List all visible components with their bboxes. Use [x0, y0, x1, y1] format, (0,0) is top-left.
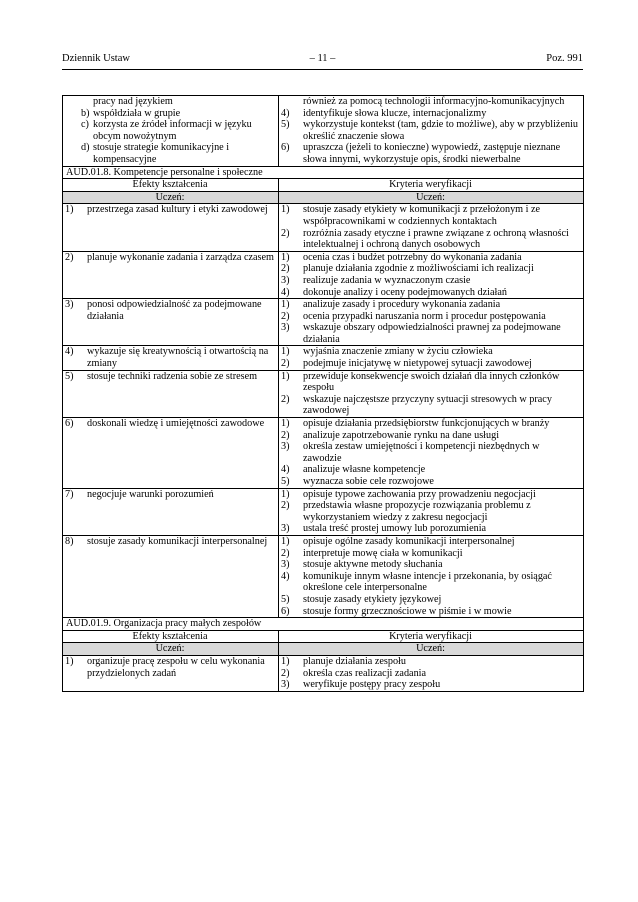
- item-number: 1): [281, 488, 290, 500]
- criteria-item: [281, 299, 580, 311]
- item-text: ocenia czas i budżet potrzebny do wykonania zadania: [303, 251, 522, 263]
- criteria-item: [281, 252, 580, 264]
- item-number: 8): [65, 535, 74, 547]
- student-header-row: [63, 643, 584, 656]
- item-text: negocjuje warunki porozumień: [87, 488, 214, 500]
- criteria-cell: [279, 299, 584, 346]
- sub-item: [65, 142, 275, 165]
- item-text: ocenia przypadki naruszania norm i procedur postępowania: [303, 310, 546, 322]
- curriculum-table: [62, 95, 584, 692]
- effect-cell: [63, 251, 279, 298]
- item-text: rozróżnia zasady etyczne i prawne związane z ochroną własności intelektualnej i ochroną danych osobowych: [303, 227, 569, 251]
- journal-name: Dziennik Ustaw: [62, 53, 130, 64]
- page-number: – 11 –: [309, 53, 336, 64]
- criteria-item: [281, 500, 580, 523]
- item-text: opisuje działania przedsiębiorstw funkcjonujących w branży: [303, 418, 550, 430]
- item-number: 3): [281, 679, 290, 691]
- effect-cell: [63, 655, 279, 691]
- effect-item: [65, 204, 275, 216]
- student-label: Uczeń:: [279, 643, 584, 656]
- criteria-item: [281, 322, 580, 345]
- item-number: 5): [281, 593, 290, 605]
- item-number: 4): [281, 107, 290, 119]
- column-header-row: [63, 630, 584, 643]
- item-number: 5): [281, 476, 290, 487]
- item-number: 1): [281, 370, 290, 382]
- item-text: realizuje zadania w wyznaczonym czasie: [303, 274, 471, 286]
- table-row: [63, 251, 584, 298]
- criteria-item: [281, 668, 580, 680]
- criteria-item: [281, 204, 580, 227]
- item-text: stosuje strategie komunikacyjne i kompensacyjne: [93, 142, 230, 165]
- item-number: 3): [65, 299, 74, 311]
- item-text: wyjaśnia znaczenie zmiany w życiu człowieka: [303, 346, 493, 358]
- section-title: AUD.01.8. Kompetencje personalne i społeczne: [63, 166, 584, 179]
- column-header-row: [63, 179, 584, 192]
- criteria-cell: [279, 370, 584, 417]
- criteria-item: [281, 263, 580, 275]
- item-text: opisuje ogólne zasady komunikacji interpersonalnej: [303, 535, 515, 547]
- criteria-item: [281, 548, 580, 560]
- item-number: 1): [281, 299, 290, 311]
- student-label: Uczeń:: [63, 191, 279, 204]
- item-number: 4): [281, 570, 290, 582]
- section-title-row: [63, 618, 584, 631]
- header-rule: [62, 69, 583, 70]
- criteria-cell: [279, 418, 584, 489]
- table-row: [63, 204, 584, 251]
- criteria-cell: [279, 346, 584, 370]
- criteria-item: [281, 441, 580, 464]
- item-number: 6): [281, 142, 290, 154]
- criteria-item: [281, 346, 580, 358]
- item-text: planuje działania zespołu: [303, 655, 406, 667]
- column-header-criteria: Kryteria weryfikacji: [279, 179, 584, 192]
- item-text: analizuje własne kompetencje: [303, 464, 426, 476]
- item-number: 3): [281, 441, 290, 453]
- item-text: dokonuje analizy i oceny podejmowanych działań: [303, 286, 507, 298]
- effect-cell: [63, 370, 279, 417]
- item-text: ponosi odpowiedzialność za podejmowane działania: [87, 299, 262, 322]
- item-text: stosuje zasady etykiety w komunikacji z przełożonym i ze współpracownikami w codziennych kontaktach: [303, 204, 541, 227]
- criteria-cell: [279, 535, 584, 617]
- continued-effects-cell: [63, 96, 279, 167]
- criteria-item: [281, 311, 580, 323]
- criteria-item: [281, 656, 580, 668]
- criteria-item: [281, 358, 580, 370]
- criteria-item: [281, 559, 580, 571]
- sub-item: [65, 119, 275, 142]
- criteria-cell: [279, 655, 584, 691]
- table-row: [63, 346, 584, 370]
- item-number: 2): [281, 547, 290, 559]
- item-text: wskazuje obszary odpowiedzialności prawnej za podejmowane działania: [303, 322, 561, 345]
- item-number: 3): [281, 322, 290, 334]
- continued-row: [63, 96, 584, 167]
- item-number: 3): [281, 523, 290, 535]
- item-number: 4): [281, 286, 290, 298]
- criteria-item: [281, 464, 580, 476]
- item-number: d): [81, 142, 90, 154]
- table-row: [63, 535, 584, 617]
- item-number: 1): [281, 204, 290, 216]
- item-text: stosuje aktywne metody słuchania: [303, 559, 443, 571]
- item-text: wyznacza sobie cele rozwojowe: [303, 476, 434, 487]
- criteria-item: [281, 523, 580, 535]
- item-number: 1): [281, 251, 290, 263]
- continued-text: pracy nad językiem: [93, 96, 173, 107]
- item-text: stosuje formy grzecznościowe w piśmie i w mowie: [303, 605, 512, 617]
- effect-cell: [63, 299, 279, 346]
- item-text: doskonali wiedzę i umiejętności zawodowe: [87, 418, 265, 430]
- item-text: interpretuje mowę ciała w komunikacji: [303, 547, 463, 559]
- item-text: opisuje typowe zachowania przy prowadzeniu negocjacji: [303, 488, 536, 500]
- criteria-item: [281, 394, 580, 417]
- criteria-item: [281, 606, 580, 618]
- criteria-item: [281, 489, 580, 501]
- effect-cell: [63, 204, 279, 251]
- item-text: ustala treść prostej umowy lub porozumienia: [303, 523, 487, 535]
- criteria-item: [281, 571, 580, 594]
- criteria-item: [281, 108, 580, 120]
- item-text: upraszcza (jeżeli to konieczne) wypowiedź, zastępuje nieznane słowa innymi, wykorzystuje opis, środki niewerbalne: [303, 142, 561, 165]
- item-number: 5): [281, 119, 290, 131]
- effect-item: [65, 418, 275, 430]
- item-number: 1): [65, 655, 74, 667]
- item-number: 2): [281, 310, 290, 322]
- criteria-item: [281, 287, 580, 299]
- item-text: planuje działania zgodnie z możliwościami ich realizacji: [303, 263, 534, 275]
- table-row: [63, 299, 584, 346]
- student-header-row: [63, 191, 584, 204]
- criteria-item: [281, 594, 580, 606]
- table-row: [63, 655, 584, 691]
- item-number: 6): [65, 418, 74, 430]
- item-text: określa czas realizacji zadania: [303, 667, 427, 679]
- effect-item: [65, 371, 275, 383]
- item-number: 1): [281, 655, 290, 667]
- item-text: przewiduje konsekwencje swoich działań dla innych członków zespołu: [303, 370, 560, 394]
- item-text: stosuje zasady komunikacji interpersonalnej: [87, 535, 268, 547]
- item-text: przestrzega zasad kultury i etyki zawodowej: [87, 204, 268, 216]
- criteria-item: [281, 275, 580, 287]
- item-number: 2): [281, 227, 290, 239]
- criteria-item: [281, 679, 580, 691]
- item-text: organizuje pracę zespołu w celu wykonania przydzielonych zadań: [87, 655, 265, 679]
- item-text: podejmuje inicjatywę w nietypowej sytuacji zawodowej: [303, 358, 532, 370]
- sub-item: [65, 108, 275, 120]
- effect-item: [65, 656, 275, 679]
- item-text: analizuje zapotrzebowanie rynku na dane usługi: [303, 429, 500, 441]
- position-number: Poz. 991: [546, 53, 583, 64]
- column-header-effects: Efekty kształcenia: [63, 179, 279, 192]
- item-text: określa zestaw umiejętności i kompetencji niezbędnych w zawodzie: [303, 441, 540, 464]
- effect-cell: [63, 535, 279, 617]
- student-label: Uczeń:: [279, 191, 584, 204]
- item-text: wykorzystuje kontekst (tam, gdzie to możliwe), aby w przybliżeniu określić znaczenie słowa: [303, 119, 578, 142]
- criteria-item: [281, 536, 580, 548]
- item-text: identyfikuje słowa klucze, internacjonalizmy: [303, 107, 487, 119]
- criteria-item: [281, 119, 580, 142]
- effect-item: [65, 299, 275, 322]
- item-number: 1): [281, 535, 290, 547]
- item-text: weryfikuje postępy pracy zespołu: [303, 679, 441, 691]
- item-number: 2): [281, 429, 290, 441]
- criteria-item: [281, 371, 580, 394]
- effect-cell: [63, 346, 279, 370]
- section-title-row: [63, 166, 584, 179]
- section-title: AUD.01.9. Organizacja pracy małych zespołów: [63, 618, 584, 631]
- student-label: Uczeń:: [63, 643, 279, 656]
- continued-criteria-cell: [279, 96, 584, 167]
- item-number: 2): [281, 358, 290, 370]
- item-text: wskazuje najczęstsze przyczyny sytuacji stresowych w pracy zawodowej: [303, 393, 552, 417]
- item-text: współdziała w grupie: [93, 107, 181, 119]
- criteria-item: [281, 476, 580, 488]
- effect-item: [65, 252, 275, 264]
- criteria-cell: [279, 488, 584, 535]
- item-text: stosuje techniki radzenia sobie ze stresem: [87, 370, 258, 382]
- item-text: stosuje zasady etykiety językowej: [303, 593, 442, 605]
- criteria-item: [281, 228, 580, 251]
- item-number: 3): [281, 559, 290, 571]
- criteria-cell: [279, 204, 584, 251]
- effect-item: [65, 489, 275, 501]
- criteria-item: [281, 430, 580, 442]
- effect-item: [65, 346, 275, 369]
- item-text: korzysta ze źródeł informacji w języku obcym nowożytnym: [93, 119, 252, 142]
- item-text: komunikuje innym własne intencje i przekonania, by osiągać określone cele interpersonalne: [303, 570, 552, 594]
- item-number: 3): [281, 274, 290, 286]
- item-number: c): [81, 119, 89, 131]
- column-header-criteria: Kryteria weryfikacji: [279, 630, 584, 643]
- criteria-cell: [279, 251, 584, 298]
- item-number: 1): [65, 204, 74, 216]
- item-number: 2): [281, 667, 290, 679]
- table-row: [63, 488, 584, 535]
- item-number: 2): [281, 393, 290, 405]
- table-row: [63, 370, 584, 417]
- effect-cell: [63, 418, 279, 489]
- page-header: [62, 52, 583, 66]
- item-number: 1): [281, 346, 290, 358]
- table-row: [63, 418, 584, 489]
- continued-text: również za pomocą technologii informacyjno-komunikacyjnych: [303, 96, 565, 107]
- item-number: 4): [281, 464, 290, 476]
- criteria-item: [281, 142, 580, 165]
- column-header-effects: Efekty kształcenia: [63, 630, 279, 643]
- item-number: 1): [281, 418, 290, 430]
- item-number: 4): [65, 346, 74, 358]
- effect-cell: [63, 488, 279, 535]
- item-number: 7): [65, 488, 74, 500]
- item-text: analizuje zasady i procedury wykonania zadania: [303, 299, 501, 311]
- item-number: 5): [65, 370, 74, 382]
- criteria-item: [281, 418, 580, 430]
- item-number: 2): [281, 263, 290, 275]
- item-number: b): [81, 107, 90, 119]
- item-text: przedstawia własne propozycje rozwiązania problemu z wykorzystaniem wiedzy z zakresu negocjacji: [303, 500, 531, 523]
- item-number: 2): [65, 251, 74, 263]
- item-number: 2): [281, 500, 290, 512]
- item-number: 6): [281, 605, 290, 617]
- item-text: planuje wykonanie zadania i zarządza czasem: [87, 251, 274, 263]
- item-text: wykazuje się kreatywnością i otwartością na zmiany: [87, 346, 269, 370]
- effect-item: [65, 536, 275, 548]
